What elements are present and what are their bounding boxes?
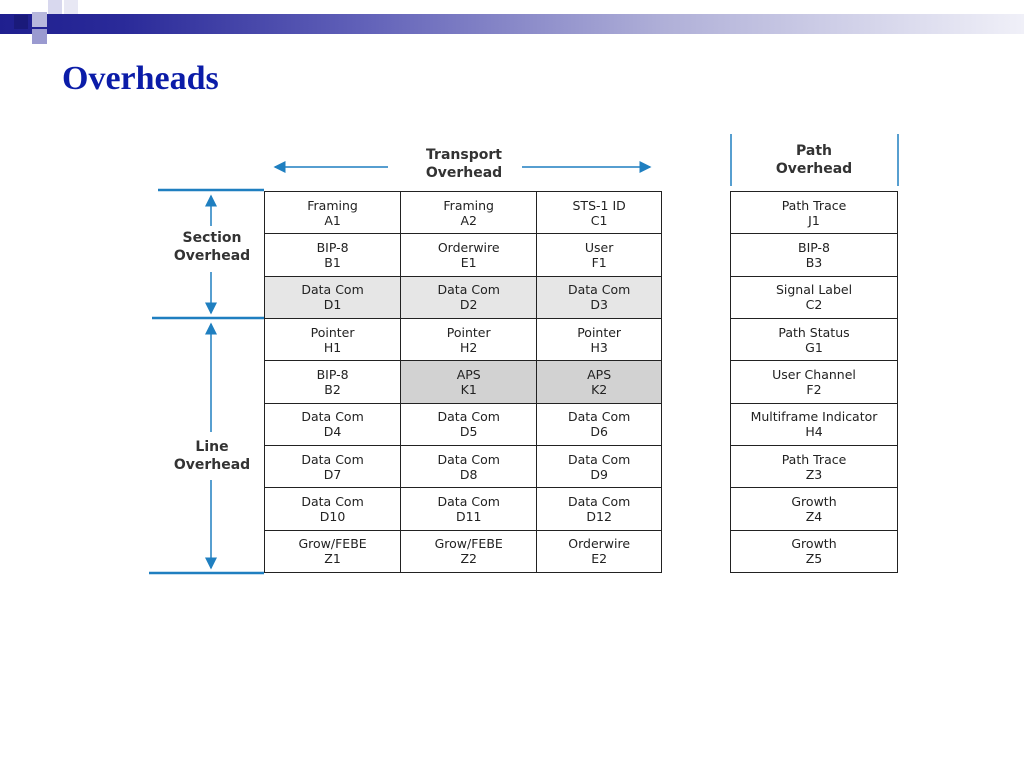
overhead-byte-cell	[401, 318, 537, 360]
byte-code-label: Z2	[460, 551, 477, 567]
transport-row	[265, 318, 662, 360]
byte-code-label: C1	[590, 212, 608, 228]
byte-function-label: Growth	[791, 493, 837, 509]
byte-function-label: Data Com	[301, 451, 364, 467]
overhead-byte-cell	[265, 192, 401, 234]
transport-label-line1: Transport	[426, 147, 502, 163]
overhead-byte-cell	[537, 361, 662, 403]
overhead-byte-cell	[401, 403, 537, 445]
byte-function-label: Path Trace	[781, 451, 847, 467]
byte-code-label: J1	[808, 212, 820, 228]
byte-function-label: Multiframe Indicator	[750, 409, 878, 425]
byte-code-label: H3	[590, 339, 608, 355]
byte-code-label: G1	[805, 339, 823, 355]
overhead-byte-cell	[731, 234, 898, 276]
byte-code-label: D2	[459, 297, 478, 313]
byte-function-label: Data Com	[567, 451, 631, 467]
byte-function-label: Orderwire	[568, 536, 631, 552]
byte-code-label: Z5	[805, 551, 823, 567]
path-row	[731, 318, 898, 360]
byte-code-label: Z1	[324, 551, 341, 567]
byte-function-label: BIP-8	[316, 239, 349, 255]
overhead-byte-cell	[731, 530, 898, 572]
overhead-byte-cell	[401, 488, 537, 530]
overhead-byte-cell	[537, 530, 662, 572]
overhead-byte-cell	[401, 276, 537, 318]
overhead-byte-cell	[731, 192, 898, 234]
byte-function-label: Data Com	[437, 282, 500, 298]
overhead-byte-cell	[265, 361, 401, 403]
byte-function-label: Data Com	[301, 282, 364, 298]
path-overhead-table	[730, 191, 898, 573]
overhead-byte-cell	[265, 445, 401, 487]
byte-code-label: D3	[590, 297, 608, 313]
path-overhead-label	[754, 142, 874, 178]
overhead-byte-cell	[537, 488, 662, 530]
byte-code-label: B1	[324, 254, 341, 270]
path-row	[731, 445, 898, 487]
transport-row	[265, 192, 662, 234]
byte-function-label: Growth	[791, 536, 837, 552]
byte-function-label: BIP-8	[316, 366, 349, 382]
overhead-byte-cell	[537, 403, 662, 445]
transport-row	[265, 488, 662, 530]
byte-code-label: E1	[460, 254, 477, 270]
byte-function-label: Data Com	[301, 493, 364, 509]
overhead-byte-cell	[731, 318, 898, 360]
byte-function-label: Data Com	[567, 282, 631, 298]
byte-function-label: Grow/FEBE	[434, 536, 503, 552]
path-row	[731, 488, 898, 530]
byte-code-label: D7	[323, 466, 342, 482]
byte-function-label: Data Com	[301, 409, 364, 425]
overhead-byte-cell	[731, 488, 898, 530]
byte-code-label: D5	[459, 424, 478, 440]
byte-code-label: D10	[319, 508, 346, 524]
byte-code-label: D8	[459, 466, 478, 482]
byte-code-label: D9	[590, 466, 608, 482]
path-row	[731, 276, 898, 318]
overhead-byte-cell	[401, 234, 537, 276]
byte-code-label: A1	[324, 212, 341, 228]
byte-function-label: Pointer	[577, 324, 622, 340]
overhead-byte-cell	[265, 488, 401, 530]
byte-code-label: D1	[323, 297, 342, 313]
overhead-byte-cell	[731, 445, 898, 487]
byte-function-label: Pointer	[310, 324, 355, 340]
byte-function-label: Path Status	[778, 324, 850, 340]
byte-function-label: User Channel	[772, 366, 856, 382]
byte-function-label: STS-1 ID	[572, 197, 626, 213]
byte-code-label: D11	[455, 508, 482, 524]
line-overhead-label	[162, 438, 262, 474]
byte-code-label: D4	[323, 424, 342, 440]
overhead-byte-cell	[537, 192, 662, 234]
byte-function-label: Grow/FEBE	[298, 536, 367, 552]
path-row	[731, 361, 898, 403]
byte-function-label: Signal Label	[775, 282, 853, 298]
byte-function-label: Data Com	[437, 409, 500, 425]
path-label-line1: Path	[796, 143, 832, 159]
overhead-byte-cell	[537, 318, 662, 360]
line-label-line2: Overhead	[173, 457, 251, 473]
overhead-byte-cell	[731, 276, 898, 318]
byte-function-label: User	[584, 239, 614, 255]
path-row	[731, 234, 898, 276]
byte-code-label: F1	[591, 254, 607, 270]
transport-row	[265, 361, 662, 403]
overhead-byte-cell	[401, 530, 537, 572]
path-row	[731, 403, 898, 445]
byte-code-label: E2	[591, 551, 608, 567]
byte-code-label: H4	[805, 424, 823, 440]
overhead-byte-cell	[265, 403, 401, 445]
byte-code-label: F2	[806, 381, 822, 397]
byte-function-label: Framing	[307, 197, 358, 213]
transport-overhead-table	[264, 191, 662, 573]
byte-function-label: BIP-8	[798, 239, 830, 255]
byte-function-label: APS	[456, 366, 481, 382]
overhead-byte-cell	[537, 276, 662, 318]
transport-row	[265, 530, 662, 572]
byte-function-label: Data Com	[437, 451, 500, 467]
section-overhead-label	[162, 229, 262, 265]
path-label-line2: Overhead	[775, 161, 853, 177]
byte-code-label: Z4	[805, 508, 823, 524]
overhead-byte-cell	[401, 192, 537, 234]
byte-code-label: D6	[590, 424, 608, 440]
overhead-byte-cell	[265, 234, 401, 276]
byte-code-label: H2	[460, 339, 478, 355]
transport-overhead-label	[404, 146, 524, 182]
transport-row	[265, 234, 662, 276]
line-label-line1: Line	[195, 439, 229, 455]
path-row	[731, 192, 898, 234]
path-row	[731, 530, 898, 572]
overhead-byte-cell	[265, 276, 401, 318]
byte-function-label: Data Com	[437, 493, 500, 509]
byte-code-label: Z3	[805, 466, 823, 482]
transport-row	[265, 445, 662, 487]
byte-code-label: D12	[586, 508, 612, 524]
byte-function-label: APS	[587, 366, 612, 382]
overhead-byte-cell	[401, 361, 537, 403]
section-label-line2: Overhead	[173, 248, 251, 264]
byte-code-label: B2	[324, 381, 341, 397]
overhead-byte-cell	[265, 530, 401, 572]
slide-title: Overheads	[62, 60, 219, 97]
overhead-byte-cell	[265, 318, 401, 360]
byte-code-label: C2	[805, 297, 823, 313]
byte-code-label: H1	[323, 339, 342, 355]
section-label-line1: Section	[182, 230, 242, 246]
byte-function-label: Path Trace	[781, 197, 847, 213]
byte-function-label: Pointer	[446, 324, 491, 340]
byte-code-label: K2	[591, 381, 608, 397]
byte-function-label: Data Com	[567, 409, 631, 425]
byte-function-label: Data Com	[567, 493, 631, 509]
transport-row	[265, 403, 662, 445]
transport-row	[265, 276, 662, 318]
overhead-byte-cell	[537, 445, 662, 487]
overhead-byte-cell	[731, 361, 898, 403]
byte-function-label: Framing	[443, 197, 494, 213]
byte-function-label: Orderwire	[437, 239, 500, 255]
overhead-byte-cell	[731, 403, 898, 445]
transport-label-line2: Overhead	[425, 165, 503, 181]
byte-code-label: K1	[460, 381, 477, 397]
byte-code-label: B3	[805, 254, 823, 270]
byte-code-label: A2	[460, 212, 477, 228]
overhead-byte-cell	[537, 234, 662, 276]
overhead-byte-cell	[401, 445, 537, 487]
